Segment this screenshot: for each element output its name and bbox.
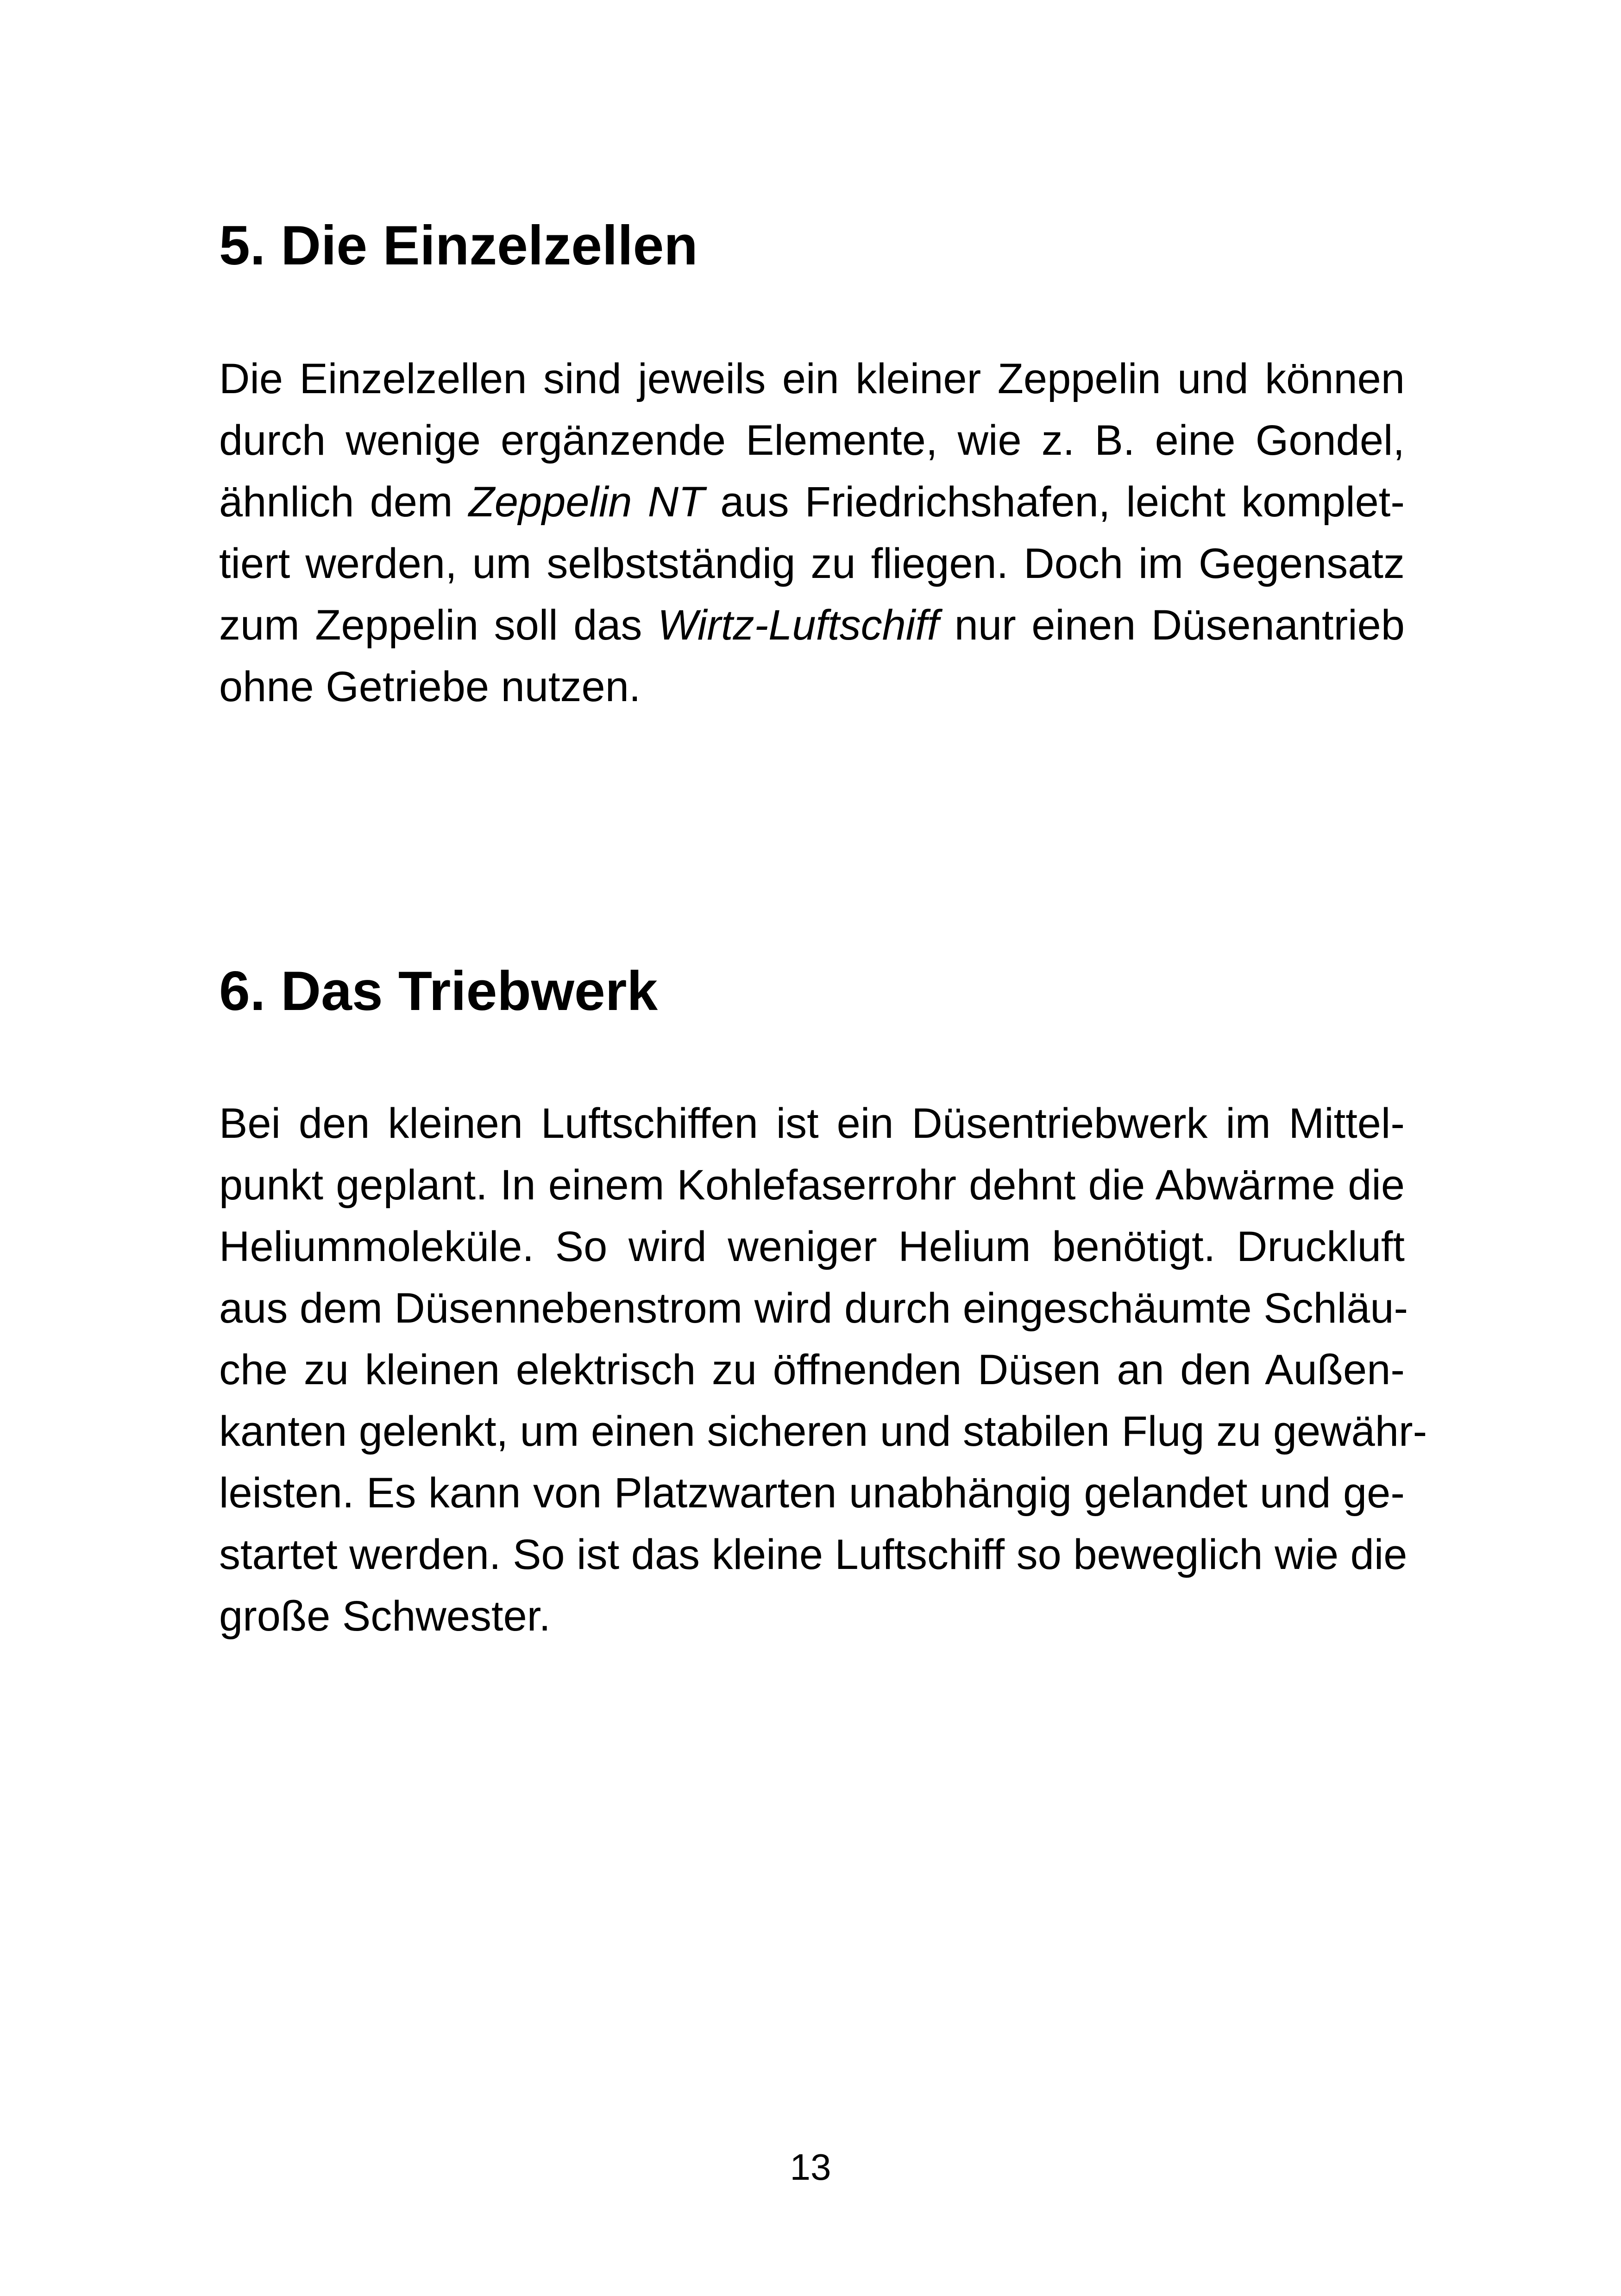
- section-paragraph-einzelzellen: [219, 348, 1405, 718]
- paragraph-line: [219, 1524, 1405, 1586]
- line-text: Bei den kleinen Luftschiffen ist ein Düsentriebwerk im Mittel-: [219, 1100, 1405, 1147]
- paragraph-line: [219, 471, 1405, 533]
- line-text: leisten. Es kann von Platzwarten unabhängig gelandet und ge-: [219, 1469, 1405, 1517]
- line-text: kanten gelenkt, um einen sicheren und stabilen Flug zu gewähr-: [219, 1408, 1427, 1455]
- paragraph-line: [219, 1401, 1427, 1462]
- italic-term-wirtz-luftschiff: Wirtz-Luftschiff: [657, 602, 939, 649]
- line-text: zum Zeppelin soll das: [219, 602, 658, 649]
- paragraph-line: [219, 1216, 1405, 1278]
- line-text: große Schwester.: [219, 1593, 551, 1640]
- paragraph-line: [219, 595, 1405, 656]
- line-text: Die Einzelzellen sind jeweils ein kleiner Zeppelin und können: [219, 355, 1405, 402]
- paragraph-line: [219, 348, 1405, 410]
- line-text: punkt geplant. In einem Kohlefaserrohr dehnt die Abwärme die: [219, 1161, 1405, 1209]
- line-text: ohne Getriebe nutzen.: [219, 663, 641, 710]
- paragraph-line: [219, 1339, 1405, 1401]
- paragraph-line: [219, 1093, 1405, 1154]
- line-text: ähnlich dem: [219, 478, 469, 526]
- paragraph-line: [219, 410, 1405, 471]
- paragraph-line: [219, 656, 1405, 718]
- italic-term-zeppelin-nt: Zeppelin NT: [468, 478, 705, 526]
- line-text: che zu kleinen elektrisch zu öffnenden Düsen an den Außen-: [219, 1346, 1405, 1393]
- paragraph-line: [219, 1154, 1405, 1216]
- line-text: durch wenige ergänzende Elemente, wie z. B. eine Gondel,: [219, 417, 1405, 464]
- page-number: 13: [790, 2146, 831, 2188]
- line-text: aus Friedrichshafen, leicht komplet-: [704, 478, 1405, 526]
- paragraph-line: [219, 1586, 1405, 1647]
- paragraph-line: [219, 533, 1405, 595]
- section-paragraph-triebwerk: [219, 1093, 1427, 1647]
- paragraph-line: [219, 1278, 1408, 1339]
- section-heading-triebwerk: 6. Das Triebwerk: [219, 960, 658, 1022]
- line-text: aus dem Düsennebenstrom wird durch eingeschäumte Schläu-: [219, 1285, 1408, 1332]
- line-text: nur einen Düsenantrieb: [939, 602, 1405, 649]
- paragraph-line: [219, 1462, 1405, 1524]
- line-text: startet werden. So ist das kleine Luftschiff so beweglich wie die: [219, 1531, 1407, 1578]
- line-text: tiert werden, um selbstständig zu fliegen. Doch im Gegensatz: [219, 540, 1405, 587]
- section-heading-einzelzellen: 5. Die Einzelzellen: [219, 214, 698, 276]
- line-text: Heliummoleküle. So wird weniger Helium benötigt. Druckluft: [219, 1223, 1405, 1270]
